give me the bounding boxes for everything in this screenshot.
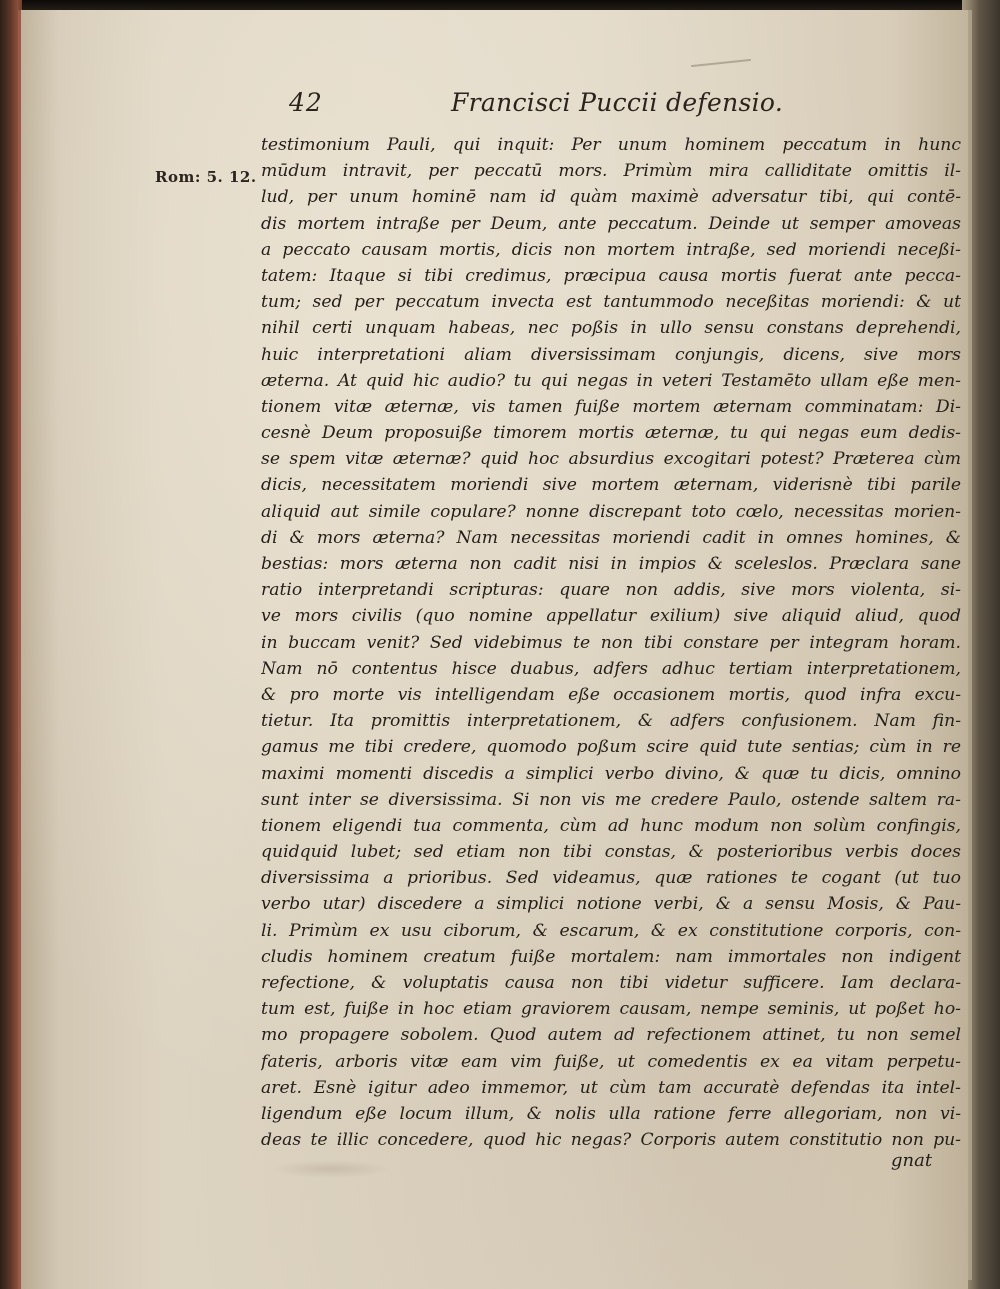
text-line: huic interpretationi aliam diversissimam conjungis, dicens, sive mors <box>261 344 961 365</box>
text-line: cesnè Deum proposuiße timorem mortis æternæ, tu qui negas eum dedis- <box>261 423 961 444</box>
text-line: nihil certi unquam habeas, nec poßis in ullo sensu constans deprehendi, <box>261 318 961 339</box>
text-line: refectione, & voluptatis causa non tibi videtur sufficere. Iam declara- <box>261 973 961 993</box>
text-line: tietur. Ita promittis interpretationem, & adfers confusionem. Nam fin- <box>261 711 961 732</box>
text-line: aliquid aut simile copulare? nonne discrepant toto cœlo, necessitas morien- <box>261 501 961 522</box>
text-line: verbo utar) discedere a simplici notione verbi, & a sensu Mosis, & Pau- <box>261 894 961 915</box>
text-line: quidquid lubet; sed etiam non tibi constas, & posterioribus verbis doces <box>261 842 961 863</box>
margin-reference: Rom: 5. 12. <box>155 168 257 186</box>
text-line: ratio interpretandi scripturas: quare non addis, sive mors violenta, si- <box>261 580 961 601</box>
text-line: sunt inter se diversissima. Si non vis me credere Paulo, ostende saltem ra- <box>261 789 961 810</box>
text-line: gamus me tibi credere, quomodo poßum scire quid tute sentias; cùm in re <box>261 737 961 758</box>
text-line: in buccam venit? Sed videbimus te non tibi constare per integram horam. <box>261 632 961 653</box>
text-line: testimonium Pauli, qui inquit: Per unum hominem peccatum in hunc <box>261 135 961 155</box>
text-line: dicis, necessitatem moriendi sive mortem æternam, viderisnè tibi parile <box>261 475 961 496</box>
ink-mark <box>691 59 751 67</box>
text-line: Nam nō contentus hisce duabus, adfers adhuc tertiam interpretationem, <box>261 658 961 679</box>
text-line: tum est, fuiße in hoc etiam graviorem causam, nempe seminis, ut poßet ho- <box>261 999 961 1020</box>
text-line: mo propagere sobolem. Quod autem ad refectionem attinet, tu non semel <box>261 1025 961 1046</box>
text-line: & pro morte vis intelligendam eße occasionem mortis, quod infra excu- <box>261 684 961 705</box>
text-line: aret. Esnè igitur adeo immemor, ut cùm tam accuratè defendas ita intel- <box>261 1077 961 1098</box>
body-text <box>261 132 961 1153</box>
text-line: li. Primùm ex usu ciborum, & escarum, & ex constitutione corporis, con- <box>261 920 961 941</box>
text-line: cludis hominem creatum fuiße mortalem: nam immortales non indigent <box>261 946 961 967</box>
text-line: lud, per unum hominē nam id quàm maximè adversatur tibi, qui contē- <box>261 187 961 208</box>
page-edge-highlight <box>968 10 972 1280</box>
text-line: tum; sed per peccatum invecta est tantummodo neceßitas moriendi: & ut <box>261 292 961 313</box>
text-line: a peccato causam mortis, dicis non mortem intraße, sed moriendi neceßi- <box>261 239 961 260</box>
text-line: tionem vitæ æternæ, vis tamen fuiße mortem æternam comminatam: Di- <box>261 396 961 417</box>
text-line: tionem eligendi tua commenta, cùm ad hunc modum non solùm confingis, <box>261 815 961 836</box>
text-line: deas te illic concedere, quod hic negas? Corporis autem constitutio non pu- <box>261 1130 961 1151</box>
text-line: æterna. At quid hic audio? tu qui negas in veteri Testamēto ullam eße men- <box>261 370 961 391</box>
text-line: maximi momenti discedis a simplici verbo divino, & quæ tu dicis, omnino <box>261 763 961 784</box>
text-line: ligendum eße locum illum, & nolis ulla ratione ferre allegoriam, non vi- <box>261 1103 961 1124</box>
text-line: diversissima a prioribus. Sed videamus, quæ rationes te cogant (ut tuo <box>261 868 961 889</box>
catchword: gnat <box>891 1150 933 1171</box>
page-number: 42 <box>289 88 323 117</box>
text-line: ve mors civilis (quo nomine appellatur exilium) sive aliquid aliud, quod <box>261 606 961 627</box>
text-line: tatem: Itaque si tibi credimus, præcipua causa mortis fuerat ante pecca- <box>261 265 961 286</box>
text-line: di & mors æterna? Nam necessitas moriendi cadit in omnes homines, & <box>261 527 961 548</box>
page-header <box>271 88 961 128</box>
faded-offset-mark <box>271 1160 391 1178</box>
text-line: mūdum intravit, per peccatū mors. Primùm mira calliditate omittis il- <box>261 161 961 182</box>
text-line: fateris, arboris vitæ eam vim fuiße, ut comedentis ex ea vitam perpetu- <box>261 1051 961 1072</box>
text-line: bestias: mors æterna non cadit nisi in impios & sceleslos. Præclara sane <box>261 554 961 574</box>
text-line: dis mortem intraße per Deum, ante peccatum. Deinde ut semper amoveas <box>261 213 961 234</box>
running-title: Francisci Puccii defensio. <box>451 88 784 117</box>
book-page <box>18 10 968 1289</box>
text-line: se spem vitæ æternæ? quid hoc absurdius excogitari potest? Præterea cùm <box>261 449 961 470</box>
